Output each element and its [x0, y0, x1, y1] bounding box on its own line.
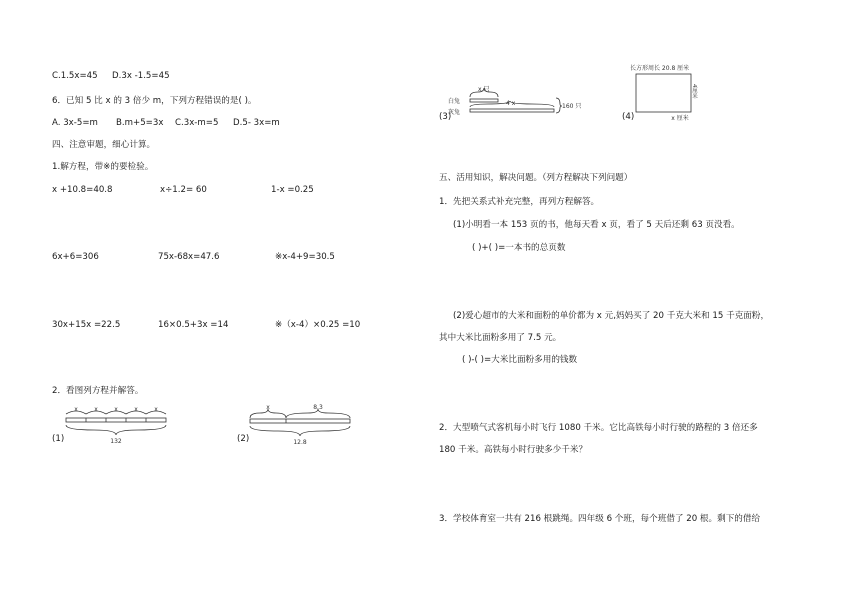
equation: 6x+6=306	[52, 252, 99, 262]
total-label: 12.8	[293, 439, 307, 446]
white-rabbit-label: 白兔	[448, 98, 461, 105]
figure-4-label: (4)	[622, 112, 635, 122]
equation: x÷1.2= 60	[160, 185, 207, 195]
equation: x +10.8=40.8	[52, 185, 113, 195]
question-1a-relation: ( )+( )=一本书的总页数	[472, 243, 566, 253]
width-label: x 厘米	[671, 115, 689, 122]
perimeter-caption: 长方形周长 20.8 厘米	[630, 65, 690, 72]
option-d: D.3x -1.5=45	[112, 71, 170, 81]
equation: 16×0.5+3x =14	[158, 320, 229, 330]
figure-3-label: (3)	[439, 112, 452, 122]
segment-label: x	[114, 406, 118, 413]
equation: 1-x =0.25	[271, 185, 314, 195]
segment-label: x	[74, 406, 78, 413]
q6-option-c: C.3x-m=5	[175, 118, 219, 128]
figure-1-label: (1)	[52, 434, 65, 444]
figure-3-diagram	[448, 84, 594, 118]
section-5-heading: 五、活用知识，解决问题。（列方程解决下列问题）	[439, 173, 633, 183]
question-1a: (1)小明看一本 153 页的书，他每天看 x 页，看了 5 天后还剩 63 页没看。	[453, 220, 740, 230]
equation: ※x-4+9=30.5	[275, 252, 335, 262]
segment-label: x	[154, 406, 158, 413]
equation: 30x+15x =22.5	[52, 320, 121, 330]
figure-2-diagram	[248, 404, 360, 446]
question-2-line1: 2．大型喷气式客机每小时飞行 1080 千米。它比高铁每小时行驶的路程的 3 倍还多	[439, 423, 758, 433]
times-label: 4 x	[506, 100, 516, 107]
total-label: 132	[110, 438, 122, 445]
question-1b-line2: 其中大米比面粉多用了 7.5 元。	[439, 333, 562, 343]
figure-4-diagram	[624, 62, 724, 122]
question-1b-line1: (2)爱心超市的大米和面粉的单价都为 x 元,妈妈买了 20 千克大米和 15 千克面粉，	[453, 311, 770, 321]
figure-1-diagram	[64, 406, 176, 446]
sub-question-1: 1.解方程，带※的要检验。	[52, 162, 154, 172]
gray-rabbit-label: 灰兔	[448, 109, 461, 116]
equation: ※（x-4）×0.25 =10	[275, 320, 361, 330]
question-3-line1: 3．学校体育室一共有 216 根跳绳。四年级 6 个班，每个班借了 20 根。剩下的借给	[439, 514, 761, 524]
x-label: x 只	[478, 86, 490, 93]
section-4-heading: 四、注意审题，细心计算。	[52, 140, 156, 150]
q6-option-a: A. 3x-5=m	[52, 118, 98, 128]
sub-question-2: 2．看图列方程并解答。	[52, 386, 144, 396]
equation: 75x-68x=47.6	[158, 252, 220, 262]
segment-label: x	[134, 406, 138, 413]
figure-2-label: (2)	[237, 434, 250, 444]
question-2-line2: 180 千米。高铁每小时行驶多少千米？	[439, 445, 588, 455]
top-value-label: 8.3	[313, 404, 323, 411]
total-label: 160 只	[562, 103, 582, 110]
question-1b-relation: ( )-( )=大米比面粉多用的钱数	[462, 355, 578, 365]
question-6: 6．已知 5 比 x 的 3 倍少 m，下列方程错误的是( )。	[52, 96, 257, 106]
top-x-label: x	[266, 404, 270, 411]
q6-option-b: B.m+5=3x	[116, 118, 164, 128]
height-label: 4厘米	[691, 84, 697, 99]
segment-label: x	[94, 406, 98, 413]
question-1: 1．先把关系式补充完整，再列方程解答。	[439, 197, 600, 207]
option-c: C.1.5x=45	[52, 71, 98, 81]
q6-option-d: D.5- 3x=m	[233, 118, 280, 128]
